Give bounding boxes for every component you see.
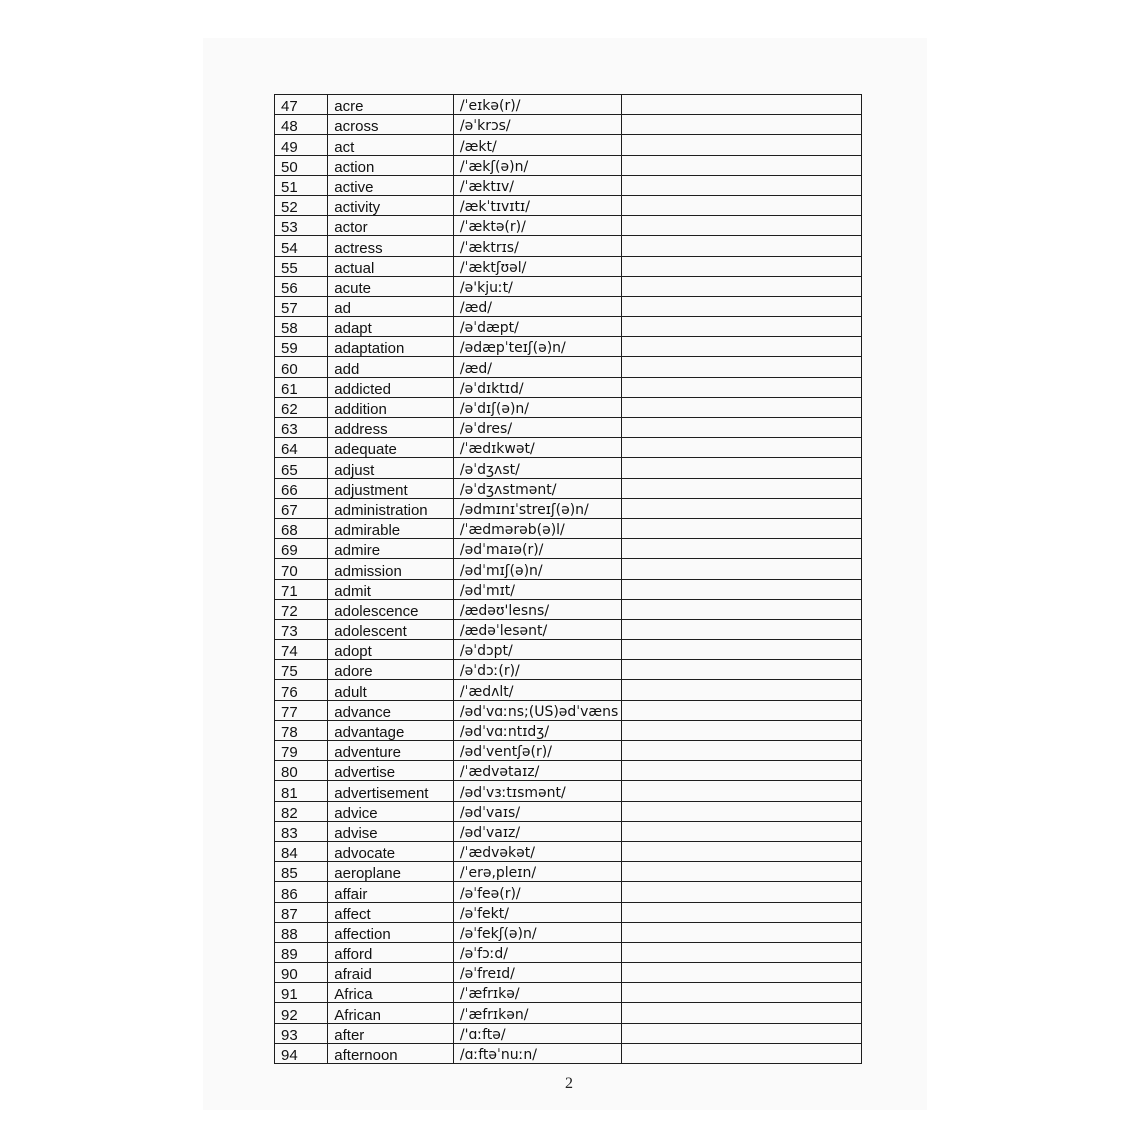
entry-word: admit [328, 579, 454, 599]
table-row [275, 256, 862, 276]
entry-phonetic: /ˈerə,pleɪn/ [453, 862, 621, 882]
entry-word: admirable [328, 518, 454, 538]
vocabulary-table-body [275, 95, 862, 1064]
entry-phonetic: /ˈædvəkət/ [453, 841, 621, 861]
entry-blank-cell [621, 902, 861, 922]
table-row [275, 195, 862, 215]
entry-word: activity [328, 195, 454, 215]
entry-phonetic: /ˈæktʃʊəl/ [453, 256, 621, 276]
entry-blank-cell [621, 821, 861, 841]
entry-word: administration [328, 498, 454, 518]
entry-phonetic: /əˈfekt/ [453, 902, 621, 922]
table-row [275, 418, 862, 438]
entry-phonetic: /ˈæktrɪs/ [453, 236, 621, 256]
entry-blank-cell [621, 357, 861, 377]
table-row [275, 983, 862, 1003]
table-row [275, 216, 862, 236]
entry-word: affect [328, 902, 454, 922]
entry-word: acute [328, 276, 454, 296]
table-row [275, 438, 862, 458]
entry-word: actress [328, 236, 454, 256]
table-row [275, 377, 862, 397]
entry-word: admission [328, 559, 454, 579]
entry-number: 77 [275, 700, 328, 720]
entry-number: 56 [275, 276, 328, 296]
entry-phonetic: /ə'kjuːt/ [453, 276, 621, 296]
entry-phonetic: /ədˈvɑːns;(US)ədˈvæns [453, 700, 621, 720]
table-row [275, 963, 862, 983]
entry-word: actual [328, 256, 454, 276]
entry-blank-cell [621, 862, 861, 882]
entry-blank-cell [621, 95, 861, 115]
entry-number: 80 [275, 761, 328, 781]
entry-word: address [328, 418, 454, 438]
entry-number: 70 [275, 559, 328, 579]
entry-number: 53 [275, 216, 328, 236]
entry-number: 62 [275, 397, 328, 417]
entry-word: advance [328, 700, 454, 720]
entry-phonetic: /ədˈventʃə(r)/ [453, 741, 621, 761]
entry-word: adaptation [328, 337, 454, 357]
entry-blank-cell [621, 660, 861, 680]
entry-word: ad [328, 296, 454, 316]
entry-word: affection [328, 922, 454, 942]
entry-word: adolescent [328, 619, 454, 639]
entry-phonetic: /ədˈvɜːtɪsmənt/ [453, 781, 621, 801]
table-row [275, 135, 862, 155]
entry-number: 51 [275, 175, 328, 195]
table-row [275, 942, 862, 962]
entry-blank-cell [621, 276, 861, 296]
entry-number: 69 [275, 539, 328, 559]
entry-number: 64 [275, 438, 328, 458]
entry-number: 59 [275, 337, 328, 357]
entry-number: 85 [275, 862, 328, 882]
entry-phonetic: /əˈfekʃ(ə)n/ [453, 922, 621, 942]
entry-blank-cell [621, 296, 861, 316]
table-row [275, 276, 862, 296]
entry-phonetic: /əˈdɔː(r)/ [453, 660, 621, 680]
entry-number: 88 [275, 922, 328, 942]
entry-word: adult [328, 680, 454, 700]
entry-phonetic: /ˈædmərəb(ə)l/ [453, 518, 621, 538]
entry-word: aeroplane [328, 862, 454, 882]
entry-phonetic: /ɑːftəˈnuːn/ [453, 1043, 621, 1063]
table-row [275, 700, 862, 720]
entry-word: adopt [328, 640, 454, 660]
entry-blank-cell [621, 801, 861, 821]
entry-number: 68 [275, 518, 328, 538]
entry-phonetic: /əˈdɪktɪd/ [453, 377, 621, 397]
entry-phonetic: /ədˈmaɪə(r)/ [453, 539, 621, 559]
entry-phonetic: /əˈdʒʌstmənt/ [453, 478, 621, 498]
entry-blank-cell [621, 236, 861, 256]
entry-blank-cell [621, 1003, 861, 1023]
entry-blank-cell [621, 599, 861, 619]
table-row [275, 458, 862, 478]
entry-phonetic: /ædəʊ'lesns/ [453, 599, 621, 619]
entry-phonetic: /æd/ [453, 296, 621, 316]
entry-phonetic: /ˈæktə(r)/ [453, 216, 621, 236]
entry-blank-cell [621, 377, 861, 397]
entry-phonetic: /ækt/ [453, 135, 621, 155]
entry-phonetic: /ˈædɪkwət/ [453, 438, 621, 458]
entry-word: adolescence [328, 599, 454, 619]
entry-word: across [328, 115, 454, 135]
entry-number: 61 [275, 377, 328, 397]
entry-blank-cell [621, 700, 861, 720]
entry-phonetic: /əˈdres/ [453, 418, 621, 438]
entry-phonetic: /ˈækʃ(ə)n/ [453, 155, 621, 175]
entry-number: 49 [275, 135, 328, 155]
entry-number: 66 [275, 478, 328, 498]
table-row [275, 115, 862, 135]
entry-phonetic: /ədˈvaɪs/ [453, 801, 621, 821]
entry-number: 92 [275, 1003, 328, 1023]
entry-blank-cell [621, 680, 861, 700]
entry-blank-cell [621, 478, 861, 498]
entry-blank-cell [621, 1023, 861, 1043]
table-row [275, 236, 862, 256]
entry-blank-cell [621, 498, 861, 518]
entry-phonetic: /əˈfreɪd/ [453, 963, 621, 983]
entry-phonetic: /ədmɪnɪˈstreɪʃ(ə)n/ [453, 498, 621, 518]
entry-word: afraid [328, 963, 454, 983]
table-row [275, 841, 862, 861]
table-row [275, 1043, 862, 1063]
entry-phonetic: /ˈeɪkə(r)/ [453, 95, 621, 115]
table-row [275, 599, 862, 619]
table-row [275, 680, 862, 700]
entry-phonetic: /ədæpˈteɪʃ(ə)n/ [453, 337, 621, 357]
entry-blank-cell [621, 841, 861, 861]
entry-number: 73 [275, 619, 328, 639]
entry-word: adore [328, 660, 454, 680]
entry-word: addicted [328, 377, 454, 397]
entry-word: advice [328, 801, 454, 821]
entry-number: 78 [275, 720, 328, 740]
entry-number: 84 [275, 841, 328, 861]
table-row [275, 619, 862, 639]
entry-blank-cell [621, 458, 861, 478]
entry-number: 83 [275, 821, 328, 841]
entry-blank-cell [621, 579, 861, 599]
vocabulary-table [274, 94, 862, 1064]
entry-word: add [328, 357, 454, 377]
entry-blank-cell [621, 640, 861, 660]
entry-blank-cell [621, 741, 861, 761]
entry-blank-cell [621, 619, 861, 639]
entry-word: active [328, 175, 454, 195]
entry-blank-cell [621, 115, 861, 135]
entry-word: adjust [328, 458, 454, 478]
table-row [275, 296, 862, 316]
entry-blank-cell [621, 317, 861, 337]
entry-number: 76 [275, 680, 328, 700]
entry-number: 89 [275, 942, 328, 962]
entry-blank-cell [621, 256, 861, 276]
entry-phonetic: /ədˈmɪt/ [453, 579, 621, 599]
table-row [275, 317, 862, 337]
table-row [275, 902, 862, 922]
entry-word: affair [328, 882, 454, 902]
entry-word: addition [328, 397, 454, 417]
entry-blank-cell [621, 922, 861, 942]
entry-word: Africa [328, 983, 454, 1003]
entry-word: advertisement [328, 781, 454, 801]
entry-phonetic: /ˈædvətaɪz/ [453, 761, 621, 781]
entry-number: 60 [275, 357, 328, 377]
entry-word: act [328, 135, 454, 155]
table-row [275, 478, 862, 498]
entry-blank-cell [621, 539, 861, 559]
entry-blank-cell [621, 942, 861, 962]
entry-number: 50 [275, 155, 328, 175]
entry-word: admire [328, 539, 454, 559]
table-row [275, 882, 862, 902]
entry-number: 71 [275, 579, 328, 599]
entry-phonetic: /əˈfeə(r)/ [453, 882, 621, 902]
entry-number: 91 [275, 983, 328, 1003]
entry-phonetic: /əˈdɔpt/ [453, 640, 621, 660]
entry-number: 58 [275, 317, 328, 337]
table-row [275, 862, 862, 882]
entry-number: 86 [275, 882, 328, 902]
entry-blank-cell [621, 1043, 861, 1063]
table-row [275, 539, 862, 559]
entry-word: action [328, 155, 454, 175]
entry-word: acre [328, 95, 454, 115]
entry-blank-cell [621, 761, 861, 781]
entry-blank-cell [621, 418, 861, 438]
entry-number: 75 [275, 660, 328, 680]
table-row [275, 720, 862, 740]
entry-word: after [328, 1023, 454, 1043]
entry-phonetic: /ækˈtɪvɪtɪ/ [453, 195, 621, 215]
entry-word: African [328, 1003, 454, 1023]
entry-blank-cell [621, 135, 861, 155]
table-row [275, 1003, 862, 1023]
entry-blank-cell [621, 337, 861, 357]
table-row [275, 821, 862, 841]
entry-number: 48 [275, 115, 328, 135]
entry-phonetic: /ˈæfrɪkən/ [453, 1003, 621, 1023]
entry-word: adjustment [328, 478, 454, 498]
entry-phonetic: /ædəˈlesənt/ [453, 619, 621, 639]
entry-number: 67 [275, 498, 328, 518]
entry-blank-cell [621, 175, 861, 195]
entry-phonetic: /əˈkrɔs/ [453, 115, 621, 135]
entry-number: 82 [275, 801, 328, 821]
entry-number: 79 [275, 741, 328, 761]
table-row [275, 741, 862, 761]
table-row [275, 579, 862, 599]
entry-number: 63 [275, 418, 328, 438]
entry-phonetic: /ədˈvaɪz/ [453, 821, 621, 841]
entry-blank-cell [621, 781, 861, 801]
table-row [275, 781, 862, 801]
entry-blank-cell [621, 195, 861, 215]
entry-blank-cell [621, 559, 861, 579]
table-row [275, 922, 862, 942]
table-row [275, 155, 862, 175]
entry-number: 81 [275, 781, 328, 801]
entry-phonetic: /əˈdʒʌst/ [453, 458, 621, 478]
entry-phonetic: /ədˈmɪʃ(ə)n/ [453, 559, 621, 579]
entry-phonetic: /'ɑːftə/ [453, 1023, 621, 1043]
entry-blank-cell [621, 216, 861, 236]
table-row [275, 761, 862, 781]
entry-phonetic: /əˈdɪʃ(ə)n/ [453, 397, 621, 417]
table-row [275, 559, 862, 579]
table-row [275, 337, 862, 357]
entry-number: 94 [275, 1043, 328, 1063]
table-row [275, 1023, 862, 1043]
entry-phonetic: /əˈdæpt/ [453, 317, 621, 337]
entry-number: 90 [275, 963, 328, 983]
entry-number: 47 [275, 95, 328, 115]
entry-number: 57 [275, 296, 328, 316]
entry-word: advertise [328, 761, 454, 781]
entry-blank-cell [621, 983, 861, 1003]
entry-word: advocate [328, 841, 454, 861]
entry-number: 65 [275, 458, 328, 478]
entry-blank-cell [621, 963, 861, 983]
entry-blank-cell [621, 720, 861, 740]
entry-phonetic: /ˈæfrɪkə/ [453, 983, 621, 1003]
entry-blank-cell [621, 438, 861, 458]
table-row [275, 660, 862, 680]
entry-phonetic: /ədˈvɑːntɪdʒ/ [453, 720, 621, 740]
table-row [275, 801, 862, 821]
entry-number: 54 [275, 236, 328, 256]
entry-word: adventure [328, 741, 454, 761]
entry-word: afford [328, 942, 454, 962]
table-row [275, 518, 862, 538]
entry-number: 72 [275, 599, 328, 619]
table-row [275, 357, 862, 377]
entry-blank-cell [621, 155, 861, 175]
entry-phonetic: /əˈfɔːd/ [453, 942, 621, 962]
entry-word: advise [328, 821, 454, 841]
entry-blank-cell [621, 518, 861, 538]
entry-word: adapt [328, 317, 454, 337]
entry-number: 93 [275, 1023, 328, 1043]
entry-number: 52 [275, 195, 328, 215]
entry-number: 74 [275, 640, 328, 660]
table-row [275, 175, 862, 195]
entry-word: adequate [328, 438, 454, 458]
entry-phonetic: /ˈæktɪv/ [453, 175, 621, 195]
entry-number: 55 [275, 256, 328, 276]
entry-number: 87 [275, 902, 328, 922]
table-row [275, 95, 862, 115]
entry-phonetic: /ˈædʌlt/ [453, 680, 621, 700]
table-row [275, 498, 862, 518]
entry-blank-cell [621, 882, 861, 902]
entry-word: actor [328, 216, 454, 236]
table-row [275, 397, 862, 417]
entry-word: advantage [328, 720, 454, 740]
entry-word: afternoon [328, 1043, 454, 1063]
entry-phonetic: /æd/ [453, 357, 621, 377]
page-number: 2 [565, 1075, 573, 1092]
entry-blank-cell [621, 397, 861, 417]
table-row [275, 640, 862, 660]
